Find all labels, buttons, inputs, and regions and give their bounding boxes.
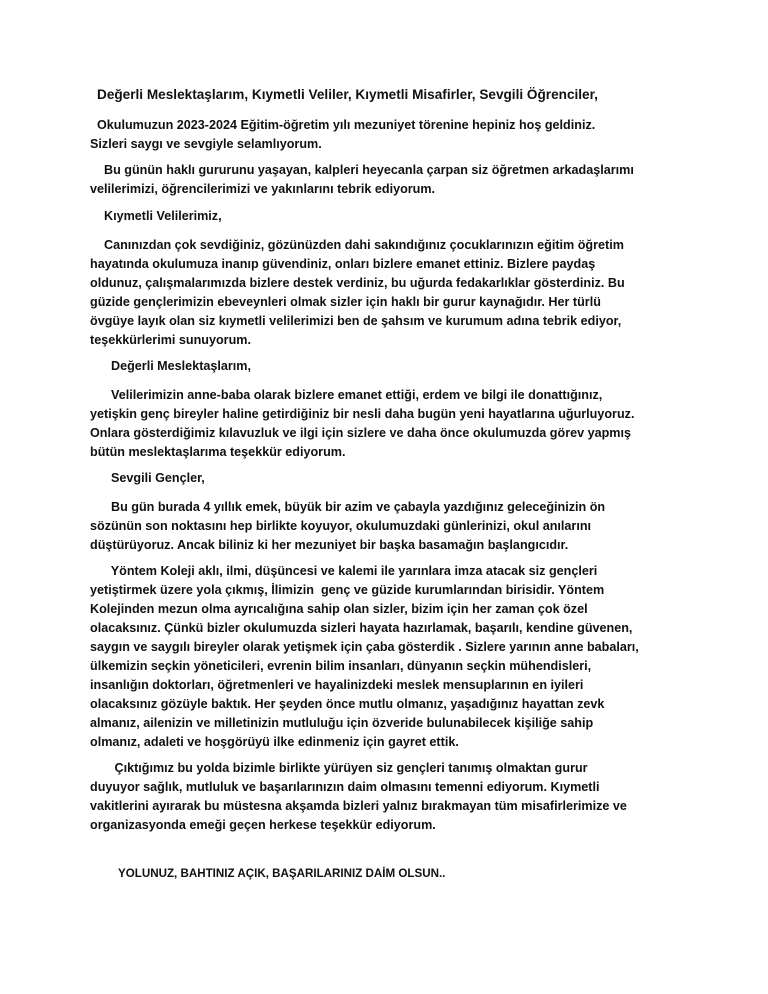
paragraph-congrats-line: Bu günün haklı gururunu yaşayan, kalpleri heyecanla çarpan siz öğretmen arkadaşlarımı bbox=[90, 163, 634, 177]
paragraph-college-line: almanız, ailenizin ve milletinizin mutluluğu için özveride bulunabilecek kişiliğe sahip bbox=[90, 716, 594, 730]
paragraph-youth-line: düştürüyoruz. Ancak biliniz ki her mezuniyet bir başka basamağın başlangıcıdır. bbox=[90, 538, 569, 552]
paragraph-colleagues-line: Velilerimizin anne-baba olarak bizlere emanet ettiği, erdem ve bilgi ile donattığınız, bbox=[90, 388, 603, 402]
paragraph-parents-line: oldunuz, çalışmalarımızda bizlere destek verdiniz, bu uğurda fedakarlıklar gösterdiniz. Bu bbox=[90, 276, 625, 290]
paragraph-college-line: Yöntem Koleji aklı, ilmi, düşüncesi ve kalemi ile yarınlara imza atacak siz gençleri bbox=[90, 564, 598, 578]
paragraph-closing-line: Çıktığımız bu yolda bizimle birlikte yürüyen siz gençleri tanımış olmaktan gurur bbox=[90, 761, 588, 775]
paragraph-college-line: insanlığın doktorları, öğretmenleri ve hayalinizdeki meslek mensuplarının en iyileri bbox=[90, 678, 584, 692]
paragraph-college-line: olacaksınız gözüyle baktık. Her şeyden önce mutlu olmanız, yaşadığınız hayattan zevk bbox=[90, 697, 605, 711]
paragraph-closing-line: organizasyonda emeği geçen herkese teşekkür ediyorum. bbox=[90, 818, 436, 832]
paragraph-welcome-line: Sizleri saygı ve sevgiyle selamlıyorum. bbox=[90, 137, 322, 151]
paragraph-parents-line: övgüye layık olan siz kıymetli velilerimizi ben de şahsım ve kurumum adına tebrik ediyor, bbox=[90, 314, 622, 328]
paragraph-parents-line: hayatında okulumuza inanıp güvendiniz, onları bizlere emanet ettiniz. Bizlere paydaş bbox=[90, 257, 596, 271]
paragraph-parents-line: Canınızdan çok sevdiğiniz, gözünüzden dahi sakındığınız çocuklarınızın eğitim öğretim bbox=[90, 238, 624, 252]
paragraph-youth-line: sözünün son noktasını hep birlikte koyuyor, okulumuzdaki günlerinizi, okul anılarını bbox=[90, 519, 592, 533]
youth-heading: Sevgili Gençler, bbox=[90, 471, 205, 485]
paragraph-parents-line: teşekkürlerimi sunuyorum. bbox=[90, 333, 251, 347]
paragraph-parents-line: güzide gençlerimizin ebeveynleri olmak sizler için haklı bir gurur kaynağıdır. Her türlü bbox=[90, 295, 601, 309]
paragraph-closing-line: duyuyor sağlık, mutluluk ve başarılarınızın daim olmasını temenni ediyorum. Kıymetli bbox=[90, 780, 600, 794]
salutation: Değerli Meslektaşlarım, Kıymetli Veliler, Kıymetli Misafirler, Sevgili Öğrenciler, bbox=[97, 87, 598, 102]
paragraph-college-line: olmanız, adaleti ve hoşgörüyü ilke edinmeniz için gayret ettik. bbox=[90, 735, 459, 749]
paragraph-congrats-line: velilerimizi, öğrencilerimizi ve yakınlarını tebrik ediyorum. bbox=[90, 182, 436, 196]
paragraph-youth-line: Bu gün burada 4 yıllık emek, büyük bir azim ve çabayla yazdığınız geleceğinizin ön bbox=[90, 500, 606, 514]
paragraph-colleagues-line: yetişkin genç bireyler haline getirdiğiniz bir nesli daha bugün yeni hayatlarına uğurluyoruz. bbox=[90, 407, 635, 421]
paragraph-college-line: olacaksınız. Çünkü bizler okulumuzda sizleri hayata hazırlamak, başarılı, kendine güvenen, bbox=[90, 621, 633, 635]
colleagues-heading: Değerli Meslektaşlarım, bbox=[90, 359, 251, 373]
paragraph-closing-line: vakitlerini ayırarak bu müstesna akşamda bizleri yalnız bırakmayan tüm misafirlerimize ve bbox=[90, 799, 627, 813]
paragraph-colleagues-line: Onlara gösterdiğimiz kılavuzluk ve ilgi için sizlere ve daha önce okulumuzda görev yapmış bbox=[90, 426, 632, 440]
paragraph-college-line: saygın ve saygılı bireyler olarak yetişmek için çaba gösterdik . Sizlere yarının anne babaları, bbox=[90, 640, 639, 654]
paragraph-college-line: ülkemizin seçkin yöneticileri, evrenin bilim insanları, dünyanın seçkin mühendisleri, bbox=[90, 659, 592, 673]
final-wish: YOLUNUZ, BAHTINIZ AÇIK, BAŞARILARINIZ DAİM OLSUN.. bbox=[118, 867, 446, 880]
paragraph-welcome-line: Okulumuzun 2023-2024 Eğitim-öğretim yılı mezuniyet törenine hepiniz hoş geldiniz. bbox=[90, 118, 596, 132]
paragraph-college-line: yetiştirmek üzere yola çıkmış, İlimizin genç ve güzide kurumlarından birisidir. Yöntem bbox=[90, 583, 605, 597]
parents-heading: Kıymetli Velilerimiz, bbox=[90, 209, 222, 223]
paragraph-colleagues-line: bütün meslektaşlarıma teşekkür ediyorum. bbox=[90, 445, 346, 459]
paragraph-college-line: Kolejinden mezun olma ayrıcalığına sahip olan sizler, bizim için her zaman çok özel bbox=[90, 602, 588, 616]
